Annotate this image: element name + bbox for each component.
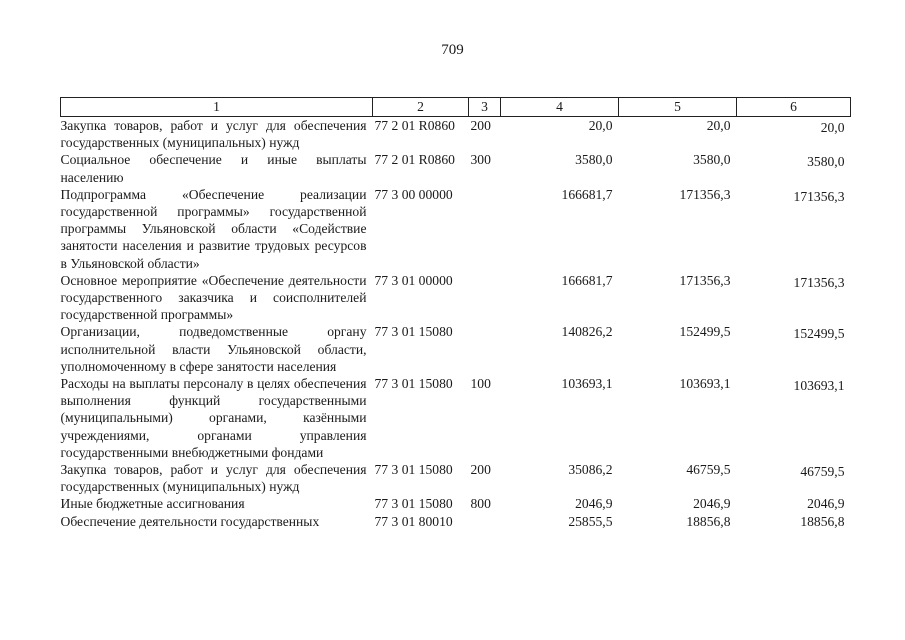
row-value-5: 171356,3 xyxy=(679,272,731,288)
row-code: 77 3 01 15080 xyxy=(374,324,453,340)
row-code: 77 2 01 R0860 xyxy=(374,118,455,133)
row-type: 100 xyxy=(470,376,491,392)
row-value-4: 166681,7 xyxy=(561,186,613,202)
row-value-4: 2046,9 xyxy=(575,496,613,512)
table-row xyxy=(61,495,851,512)
row-value-5: 3580,0 xyxy=(693,152,731,168)
row-value-6: 103693,1 xyxy=(793,378,845,394)
row-value-4: 166681,7 xyxy=(561,272,613,288)
row-name: Закупка товаров, работ и услуг для обеспечения государственных (муниципальных) нужд xyxy=(60,462,367,495)
row-name: Иные бюджетные ассигнования xyxy=(60,496,245,512)
table-row xyxy=(61,375,851,461)
table-row xyxy=(61,186,851,272)
table-row xyxy=(61,151,851,185)
row-value-5: 20,0 xyxy=(706,118,731,133)
row-type: 200 xyxy=(470,118,491,133)
row-name: Организации, подведомственные органу исполнительной власти Ульяновской области, уполномоченному в сфере занятости населения xyxy=(60,324,367,374)
row-code: 77 3 01 15080 xyxy=(374,496,453,512)
row-name: Подпрограмма «Обеспечение реализации государственной программы» государственной программы Ульяновской области «Содействие занятости населения и развитие трудовых ресурсов в Ульяновской области» xyxy=(60,186,367,271)
row-code: 77 3 01 00000 xyxy=(374,272,453,288)
row-type xyxy=(469,513,501,530)
row-value-4: 25855,5 xyxy=(568,513,613,529)
row-type: 200 xyxy=(470,462,491,478)
row-name: Расходы на выплаты персоналу в целях обеспечения выполнения функций государственными (муниципальными) органами, казёнными учреждениями, органами управления государственными внебюджетными фондами xyxy=(60,376,367,460)
row-code: 77 3 00 00000 xyxy=(374,186,453,202)
row-code: 77 3 01 15080 xyxy=(374,462,453,478)
table-header-row xyxy=(61,98,851,117)
row-value-4: 3580,0 xyxy=(575,152,613,168)
table-row xyxy=(61,272,851,324)
row-type xyxy=(469,323,501,375)
row-value-5: 2046,9 xyxy=(693,496,731,512)
header-col-3: 3 xyxy=(469,98,501,117)
row-code: 77 2 01 R0860 xyxy=(374,152,455,168)
row-name: Социальное обеспечение и иные выплаты населению xyxy=(60,152,367,185)
header-col-2: 2 xyxy=(373,98,469,117)
header-col-4: 4 xyxy=(501,98,619,117)
row-name: Закупка товаров, работ и услуг для обеспечения государственных (муниципальных) нужд xyxy=(60,118,367,151)
row-type: 800 xyxy=(470,496,491,512)
row-value-6: 20,0 xyxy=(820,120,845,135)
row-value-6: 152499,5 xyxy=(793,326,845,342)
row-type xyxy=(469,272,501,324)
row-value-6: 171356,3 xyxy=(793,188,845,204)
page-number: 709 xyxy=(441,42,464,58)
row-value-5: 46759,5 xyxy=(686,462,731,478)
row-type xyxy=(469,186,501,272)
row-value-6: 46759,5 xyxy=(800,464,845,480)
row-value-6: 3580,0 xyxy=(807,154,845,170)
row-value-6: 18856,8 xyxy=(800,513,845,529)
row-value-6: 171356,3 xyxy=(793,274,845,290)
header-col-1: 1 xyxy=(61,98,373,117)
row-value-6: 2046,9 xyxy=(807,496,845,512)
row-name: Основное мероприятие «Обеспечение деятельности государственного заказчика и соисполнителей государственной программы» xyxy=(60,272,367,323)
row-value-5: 103693,1 xyxy=(679,376,731,392)
row-value-4: 140826,2 xyxy=(561,324,613,340)
row-value-4: 103693,1 xyxy=(561,376,613,392)
header-col-5: 5 xyxy=(619,98,737,117)
budget-table xyxy=(60,97,851,530)
row-value-5: 18856,8 xyxy=(686,513,731,529)
table-row xyxy=(61,117,851,152)
table-row xyxy=(61,461,851,495)
row-value-4: 35086,2 xyxy=(568,462,613,478)
row-code: 77 3 01 80010 xyxy=(374,513,453,529)
row-value-5: 171356,3 xyxy=(679,186,731,202)
table-row xyxy=(61,323,851,375)
row-type: 300 xyxy=(470,152,491,168)
table-row xyxy=(61,513,851,530)
row-name: Обеспечение деятельности государственных xyxy=(60,513,320,529)
row-value-4: 20,0 xyxy=(588,118,613,133)
header-col-6: 6 xyxy=(737,98,851,117)
row-value-5: 152499,5 xyxy=(679,324,731,340)
row-code: 77 3 01 15080 xyxy=(374,376,453,392)
